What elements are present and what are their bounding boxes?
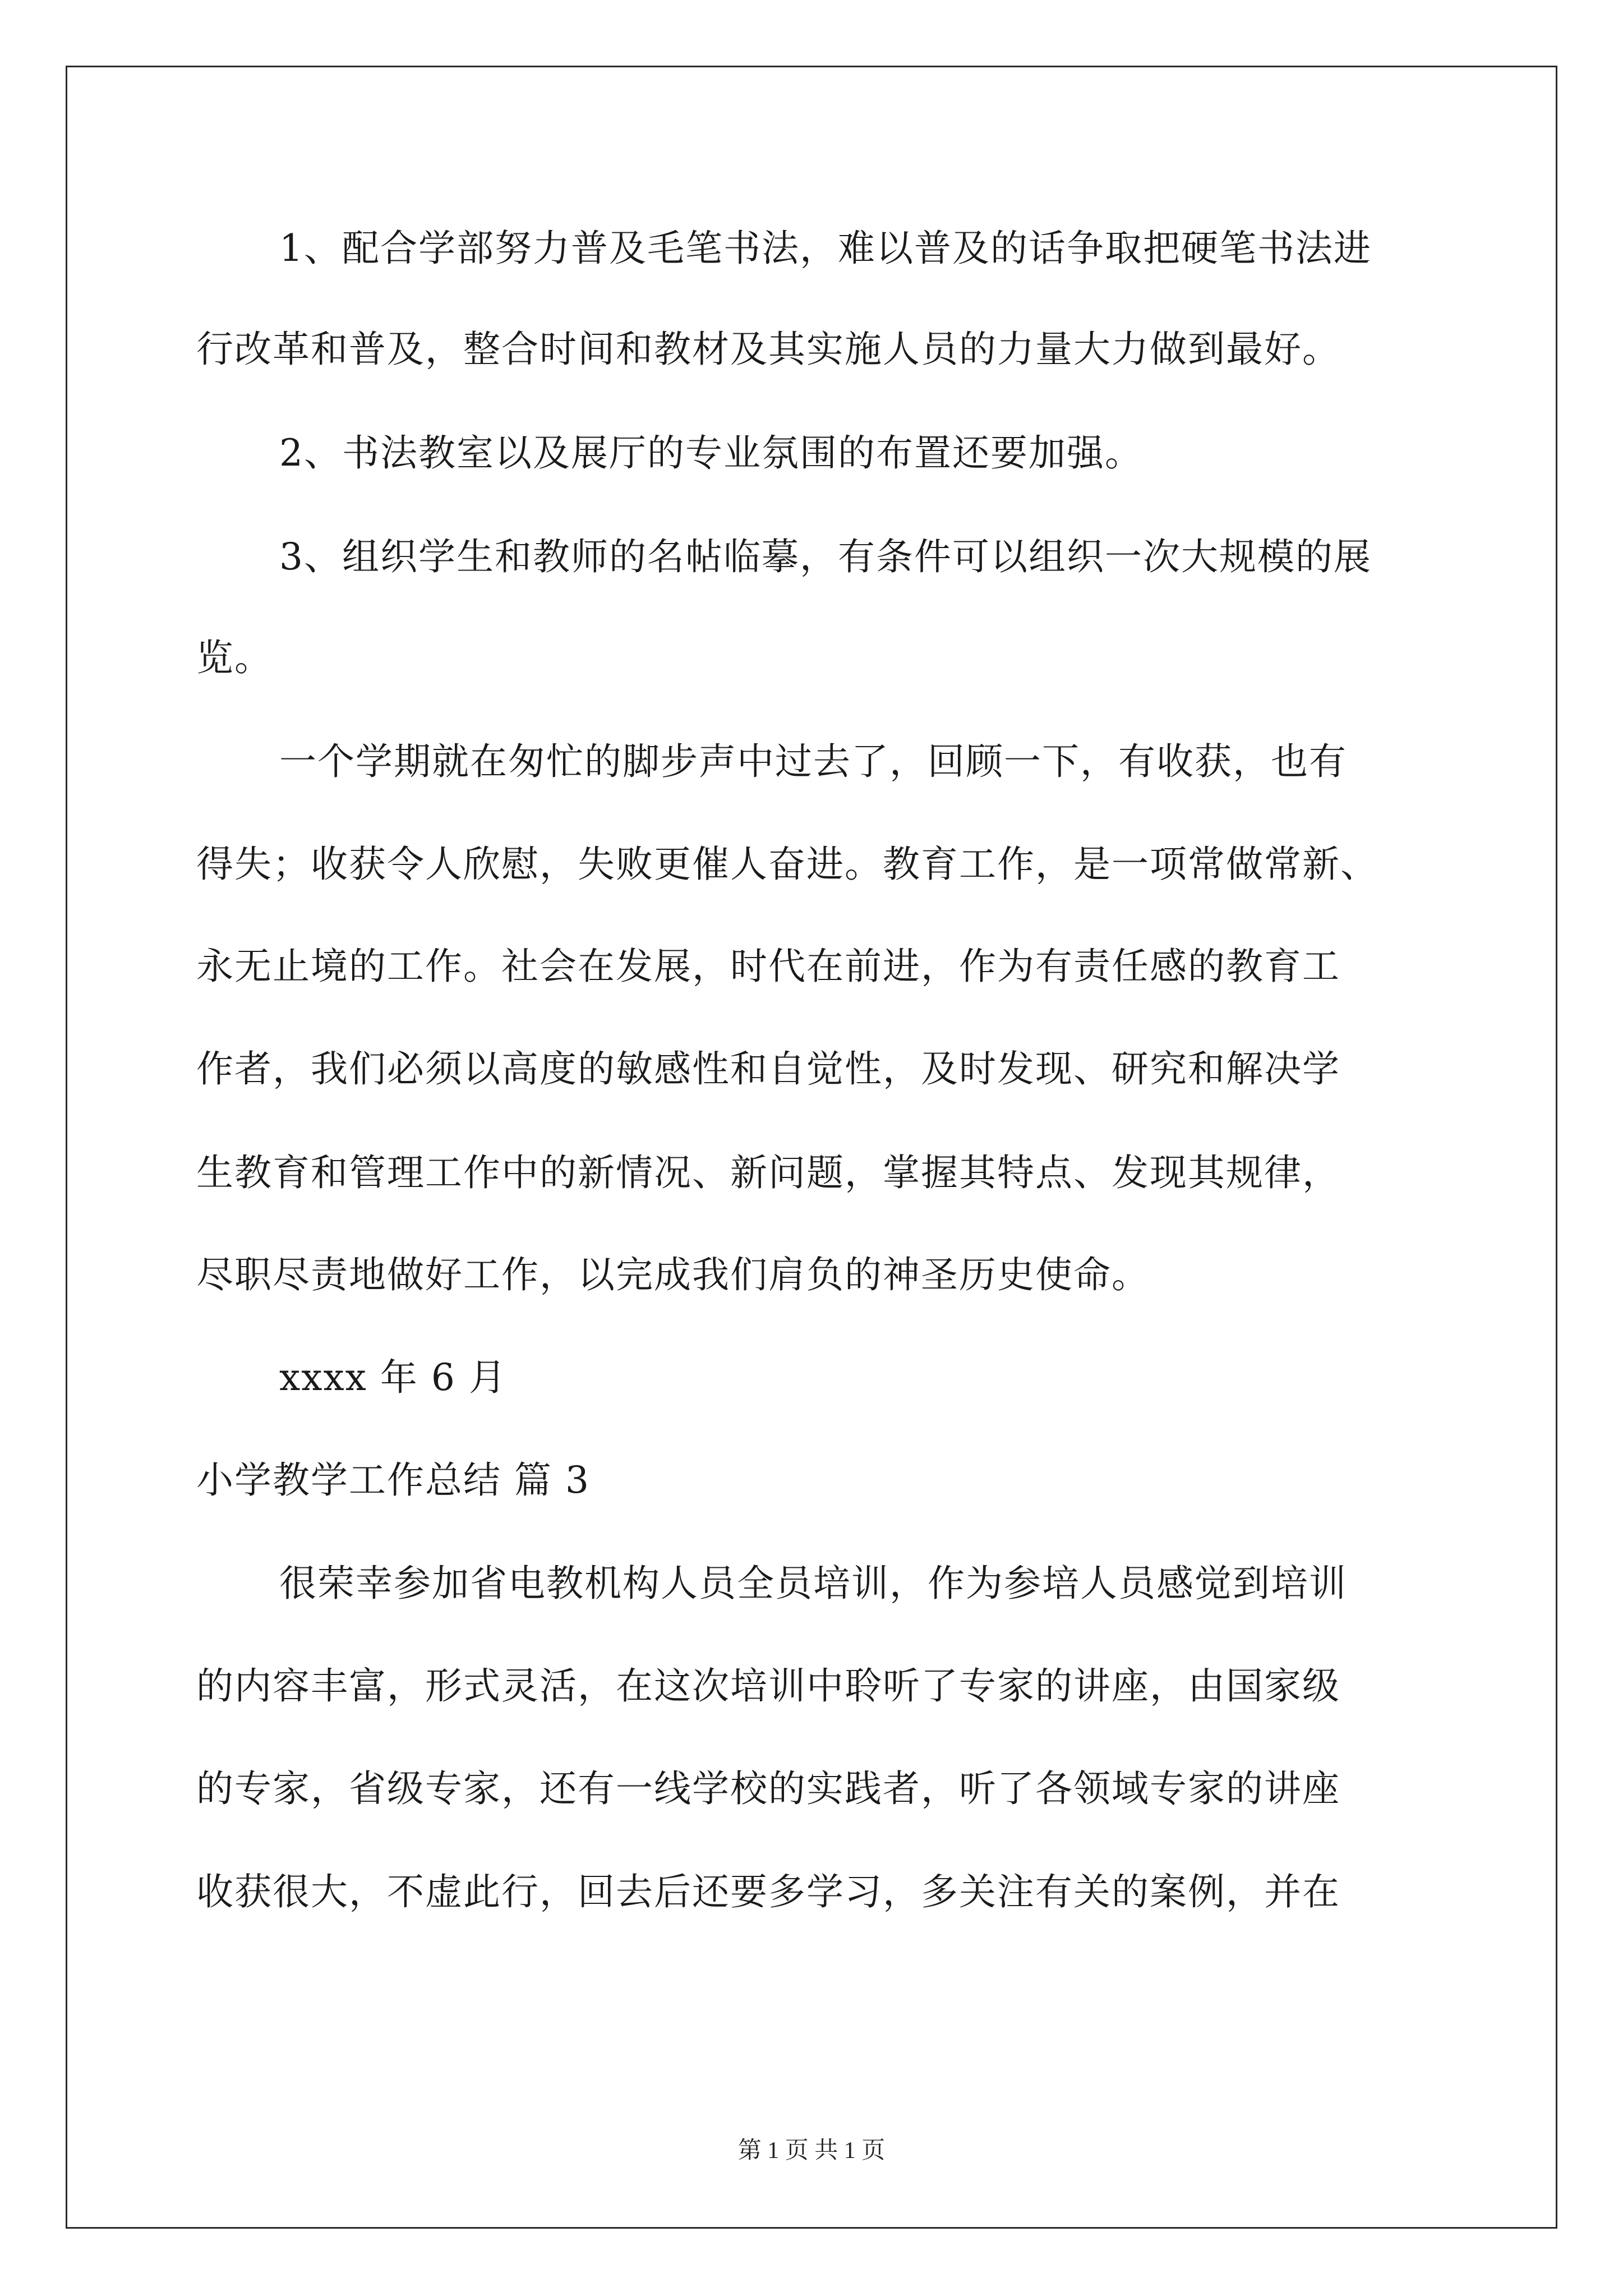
page-footer: 第 1 页 共 1 页: [737, 2138, 886, 2164]
paragraph-line: 收获很大，不虚此行，回去后还要多学习，多关注有关的案例，并在: [196, 1870, 1340, 1913]
paragraph-line: 得失；收获令人欣慰，失败更催人奋进。教育工作，是一项常做常新、: [196, 843, 1378, 886]
paragraph-line: 作者，我们必须以高度的敏感性和自觉性，及时发现、研究和解决学: [196, 1047, 1340, 1091]
paragraph-line: 的专家，省级专家，还有一线学校的实践者，听了各领域专家的讲座: [196, 1767, 1340, 1810]
paragraph-line: 生教育和管理工作中的新情况、新问题，掌握其特点、发现其规律，: [196, 1151, 1340, 1194]
paragraph-line: 览。: [196, 636, 273, 679]
paragraph-line: 尽职尽责地做好工作，以完成我们肩负的神圣历史使命。: [196, 1253, 1150, 1296]
paragraph-line: 3、组织学生和教师的名帖临摹，有条件可以组织一次大规模的展: [279, 535, 1372, 578]
paragraph-line: 很荣幸参加省电教机构人员全员培训，作为参培人员感觉到培训: [279, 1562, 1347, 1605]
date-line: xxxx 年 6 月: [279, 1356, 507, 1399]
section-heading: 小学教学工作总结 篇 3: [196, 1458, 590, 1502]
paragraph-line: 1、配合学部努力普及毛笔书法，难以普及的话争取把硬笔书法进: [279, 227, 1372, 270]
paragraph-line: 永无止境的工作。社会在发展，时代在前进，作为有责任感的教育工: [196, 945, 1340, 988]
paragraph-line: 行改革和普及，整合时间和教材及其实施人员的力量大力做到最好。: [196, 328, 1340, 371]
paragraph-line: 2、书法教室以及展厅的专业氛围的布置还要加强。: [279, 431, 1143, 475]
paragraph-line: 一个学期就在匆忙的脚步声中过去了，回顾一下，有收获，也有: [279, 740, 1347, 783]
paragraph-line: 的内容丰富，形式灵活，在这次培训中聆听了专家的讲座，由国家级: [196, 1664, 1340, 1708]
